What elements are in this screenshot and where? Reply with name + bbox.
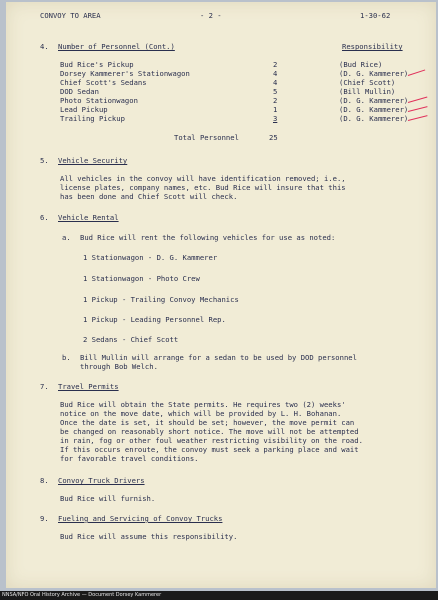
red-check-mark	[408, 115, 428, 121]
personnel-item: Bud Rice's Pickup	[60, 60, 134, 69]
personnel-responsibility: (D. G. Kammerer)	[339, 105, 409, 114]
archive-footer: NNSA/NFO Oral History Archive — Document Dorsey Kammerer	[0, 591, 438, 600]
paragraph-line: Bud Rice will assume this responsibility.	[60, 532, 238, 541]
paragraph-line: Bud Rice will furnish.	[60, 494, 156, 503]
section-7-number: 7.	[40, 382, 49, 391]
personnel-item: DOD Sedan	[60, 87, 99, 96]
section-9-number: 9.	[40, 514, 49, 523]
paragraph-line: Once the date is set, it should be set; however, the move permit can	[60, 418, 355, 427]
personnel-count: 4	[273, 78, 278, 87]
section-4-number: 4.	[40, 42, 49, 51]
personnel-responsibility: (Bill Mullin)	[339, 87, 396, 96]
header-date: 1-30-62	[360, 11, 391, 20]
red-check-mark	[408, 69, 425, 76]
rental-item: 1 Stationwagon - Photo Crew	[83, 274, 200, 283]
section-7-title: Travel Permits	[58, 382, 119, 391]
total-personnel-label: Total Personnel	[174, 133, 239, 142]
personnel-responsibility: (D. G. Kammerer)	[339, 114, 409, 123]
section-6-number: 6.	[40, 213, 49, 222]
red-check-mark	[408, 97, 428, 103]
rental-item: 1 Stationwagon - D. G. Kammerer	[83, 253, 218, 262]
personnel-count: 4	[273, 69, 278, 78]
personnel-count: 5	[273, 87, 278, 96]
header-title: CONVOY TO AREA	[40, 11, 101, 20]
paragraph-line: Bill Mullin will arrange for a sedan to be used by DOD personnel	[80, 353, 357, 362]
personnel-responsibility: (Chief Scott)	[339, 78, 396, 87]
rental-item: 1 Pickup - Trailing Convoy Mechanics	[83, 295, 239, 304]
subitem-b-label: b.	[62, 353, 71, 362]
document-page	[6, 2, 436, 588]
section-6-title: Vehicle Rental	[58, 213, 119, 222]
page-number: - 2 -	[200, 11, 222, 20]
personnel-item: Lead Pickup	[60, 105, 108, 114]
rental-item: 1 Pickup - Leading Personnel Rep.	[83, 315, 226, 324]
section-4-title: Number of Personnel (Cont.)	[58, 42, 175, 51]
section-8-title: Convoy Truck Drivers	[58, 476, 145, 485]
paragraph-line: through Bob Welch.	[80, 362, 158, 371]
personnel-responsibility: (Bud Rice)	[339, 60, 383, 69]
paragraph-line: license plates, company names, etc. Bud Rice will insure that this	[60, 183, 346, 192]
paragraph-line: Bud Rice will obtain the State permits. He requires two (2) weeks'	[60, 400, 346, 409]
personnel-responsibility: (D. G. Kammerer)	[339, 96, 409, 105]
personnel-item: Trailing Pickup	[60, 114, 125, 123]
paragraph-line: for favorable travel conditions.	[60, 454, 199, 463]
responsibility-header: Responsibility	[342, 42, 403, 51]
subitem-a-label: a.	[62, 233, 71, 242]
paragraph-line: If this occurs enroute, the convoy must seek a parking place and wait	[60, 445, 359, 454]
personnel-item: Chief Scott's Sedans	[60, 78, 147, 87]
section-9-title: Fueling and Servicing of Convoy Trucks	[58, 514, 223, 523]
personnel-item: Photo Stationwagon	[60, 96, 138, 105]
personnel-responsibility: (D. G. Kammerer)	[339, 69, 409, 78]
personnel-count: 1	[273, 105, 278, 114]
paragraph-line: notice on the move date, which will be provided by L. H. Bohanan.	[60, 409, 342, 418]
personnel-count: 3	[273, 114, 278, 123]
personnel-item: Dorsey Kammerer's Stationwagon	[60, 69, 190, 78]
paragraph-line: All vehicles in the convoy will have identification removed; i.e.,	[60, 174, 346, 183]
personnel-count: 2	[273, 60, 278, 69]
section-8-number: 8.	[40, 476, 49, 485]
subitem-a-text: Bud Rice will rent the following vehicles for use as noted:	[80, 233, 336, 242]
personnel-count: 2	[273, 96, 278, 105]
paragraph-line: be changed on reasonably short notice. The move will not be attempted	[60, 427, 359, 436]
rental-item: 2 Sedans - Chief Scott	[83, 335, 179, 344]
section-5-title: Vehicle Security	[58, 156, 128, 165]
total-personnel-value: 25	[269, 133, 278, 142]
section-5-number: 5.	[40, 156, 49, 165]
paragraph-line: in rain, fog or other foul weather restricting visibility on the road.	[60, 436, 363, 445]
paragraph-line: has been done and Chief Scott will check.	[60, 192, 238, 201]
red-check-mark	[408, 106, 428, 112]
